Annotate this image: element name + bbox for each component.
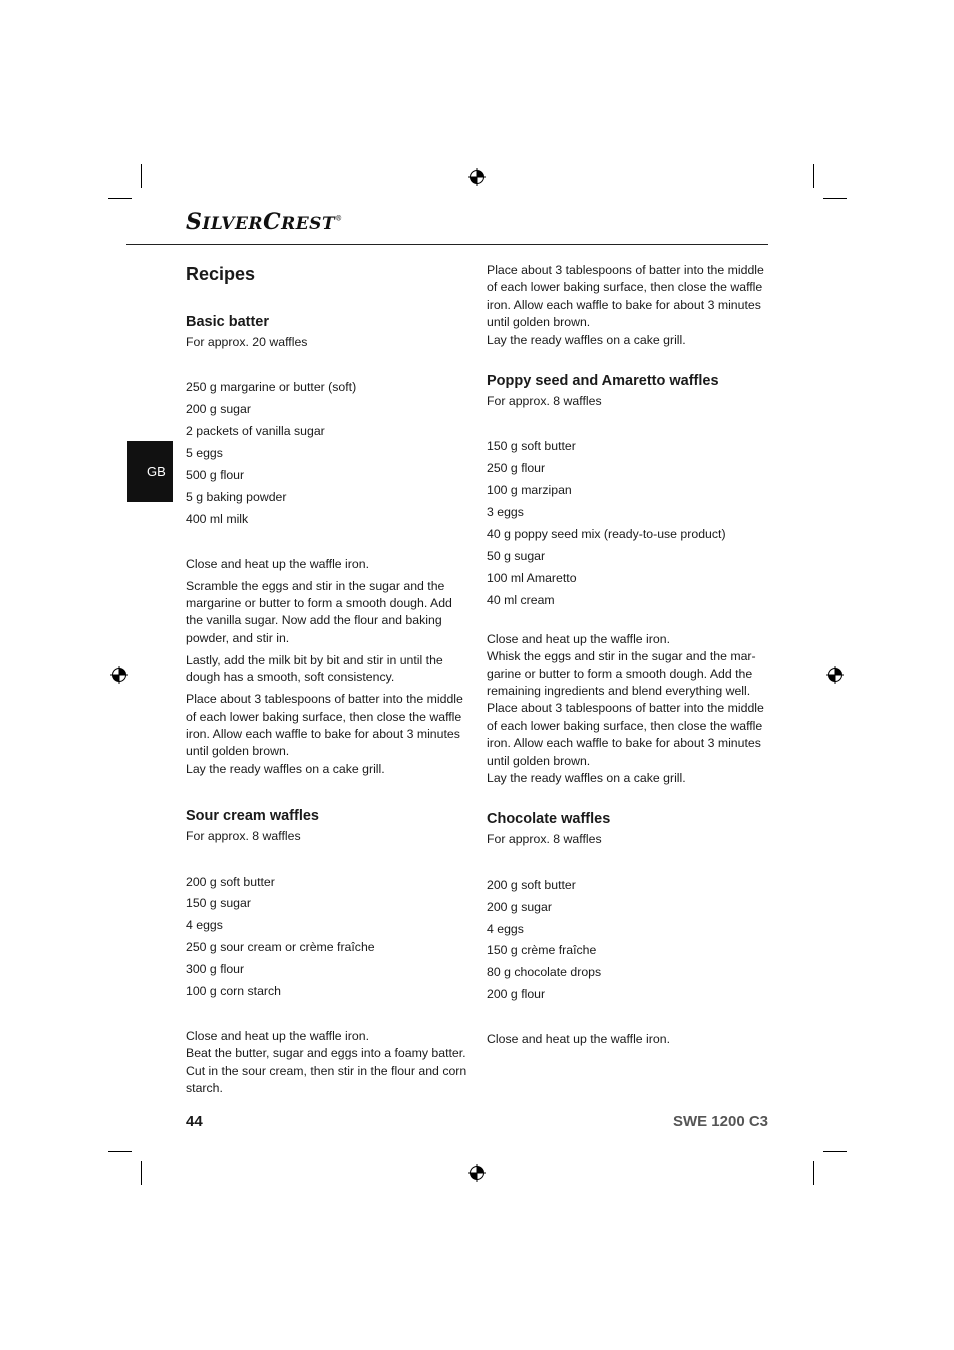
left-column bbox=[186, 262, 471, 1098]
ingredient: 100 g marzipan bbox=[487, 483, 572, 498]
ingredient: 4 eggs bbox=[487, 921, 524, 936]
ingredient-list bbox=[186, 872, 471, 1003]
ingredient: 200 g sugar bbox=[186, 402, 251, 417]
crop-mark bbox=[141, 1161, 142, 1185]
crop-mark bbox=[813, 164, 814, 188]
crop-mark bbox=[108, 198, 132, 199]
ingredient-list bbox=[487, 875, 772, 1006]
ingredient: 150 g crème fraîche bbox=[487, 943, 597, 958]
ingredient: 40 g poppy seed mix (ready-to-use product) bbox=[487, 527, 726, 542]
ingredient: 150 g soft butter bbox=[487, 439, 576, 454]
instruction-step: Scramble the eggs and stir in the sugar and the margarine or butter to form a smooth dough. Add the vanilla sugar. Now add the flour and baking powder, and stir in. bbox=[186, 578, 452, 645]
instruction-step: Place about 3 tablespoons of batter into the middle of each lower baking surface, then close the waffle iron. Allow each waffle to bake for about 3 minutes until golden brown. bbox=[487, 263, 764, 330]
ingredient: 200 g soft butter bbox=[186, 874, 275, 889]
ingredient: 250 g sour cream or crème fraîche bbox=[186, 940, 375, 955]
recipe-yield: For approx. 20 waffles bbox=[186, 335, 308, 349]
header-rule bbox=[126, 244, 768, 245]
ingredient: 200 g soft butter bbox=[487, 877, 576, 892]
crop-mark bbox=[141, 164, 142, 188]
ingredient: 100 ml Amaretto bbox=[487, 570, 577, 585]
recipe-title-sour-cream-waffles: Sour cream waffles bbox=[186, 808, 319, 825]
instruction-step: Close and heat up the waffle iron. bbox=[487, 631, 670, 646]
ingredient: 80 g chocolate drops bbox=[487, 965, 602, 980]
section-title: Recipes bbox=[186, 264, 256, 284]
ingredient: 100 g corn starch bbox=[186, 984, 282, 999]
recipe-yield: For approx. 8 waffles bbox=[487, 394, 602, 409]
instruction-step: Close and heat up the waffle iron. bbox=[186, 556, 369, 571]
ingredient: 50 g sugar bbox=[487, 548, 546, 563]
recipe-yield: For approx. 8 waffles bbox=[186, 829, 301, 844]
crop-mark bbox=[823, 1151, 847, 1152]
instruction-step: Place about 3 tablespoons of batter into the middle of each lower baking surface, then close the waffle iron. Allow each waffle to bake for about 3 minutes until golden brown. bbox=[186, 692, 463, 759]
ingredient-list bbox=[487, 436, 772, 611]
registration-target-icon bbox=[826, 666, 844, 684]
ingredient: 200 g flour bbox=[487, 987, 546, 1002]
instruction-step: Lay the ready waffles on a cake grill. bbox=[186, 761, 385, 776]
registration-target-icon bbox=[110, 666, 128, 684]
crop-mark bbox=[823, 198, 847, 199]
ingredient: 4 eggs bbox=[186, 918, 223, 933]
instruction-step: Beat the butter, sugar and eggs into a foamy batter. Cut in the sour cream, then stir in the flour and corn starch. bbox=[186, 1046, 467, 1096]
ingredient: 2 packets of vanilla sugar bbox=[186, 424, 325, 439]
ingredient: 200 g sugar bbox=[487, 899, 552, 914]
recipe-title-poppy-seed-amaretto: Poppy seed and Amaretto waffles bbox=[487, 373, 719, 390]
ingredient: 150 g sugar bbox=[186, 896, 251, 911]
ingredient-list bbox=[186, 377, 471, 530]
ingredient: 5 g baking powder bbox=[186, 489, 287, 504]
recipe-title-chocolate-waffles: Chocolate waffles bbox=[487, 811, 611, 828]
instruction-step: Lay the ready waffles on a cake grill. bbox=[487, 332, 686, 347]
page-number: 44 bbox=[186, 1113, 203, 1130]
ingredient: 250 g flour bbox=[487, 461, 546, 476]
registration-target-icon bbox=[468, 168, 486, 186]
instruction-step: Close and heat up the waffle iron. bbox=[186, 1028, 369, 1043]
language-tab: GB bbox=[127, 441, 173, 502]
recipe-yield: For approx. 8 waffles bbox=[487, 832, 602, 847]
instruction-step: Close and heat up the waffle iron. bbox=[487, 1032, 670, 1047]
registration-target-icon bbox=[468, 1164, 486, 1182]
instruction-step: Lastly, add the milk bit by bit and stir in until the dough has a smooth, soft consistency. bbox=[186, 652, 443, 685]
instruction-step: Place about 3 tablespoons of batter into the middle of each lower baking surface, then close the waffle iron. Allow each waffle to bake for about 3 minutes until golden brown. bbox=[487, 701, 764, 768]
right-column bbox=[487, 262, 772, 1049]
recipe-title-basic-batter: Basic batter bbox=[186, 314, 270, 330]
ingredient: 300 g flour bbox=[186, 962, 245, 977]
ingredient: 3 eggs bbox=[487, 505, 524, 520]
crop-mark bbox=[813, 1161, 814, 1185]
crop-mark bbox=[108, 1151, 132, 1152]
ingredient: 250 g margarine or butter (soft) bbox=[186, 380, 357, 395]
ingredient: 5 eggs bbox=[186, 446, 223, 461]
instruction-step: Lay the ready waffles on a cake grill. bbox=[487, 770, 686, 785]
ingredient: 500 g flour bbox=[186, 468, 245, 483]
instruction-step: Whisk the eggs and stir in the sugar and the mar-garine or butter to form a smooth dough. Add the remaining ingredients and blend everything well. bbox=[487, 649, 756, 698]
ingredient: 400 ml milk bbox=[186, 511, 249, 526]
model-number: SWE 1200 C3 bbox=[672, 1113, 768, 1130]
ingredient: 40 ml cream bbox=[487, 592, 555, 607]
brand-logo: SILVERCREST® bbox=[186, 209, 343, 235]
